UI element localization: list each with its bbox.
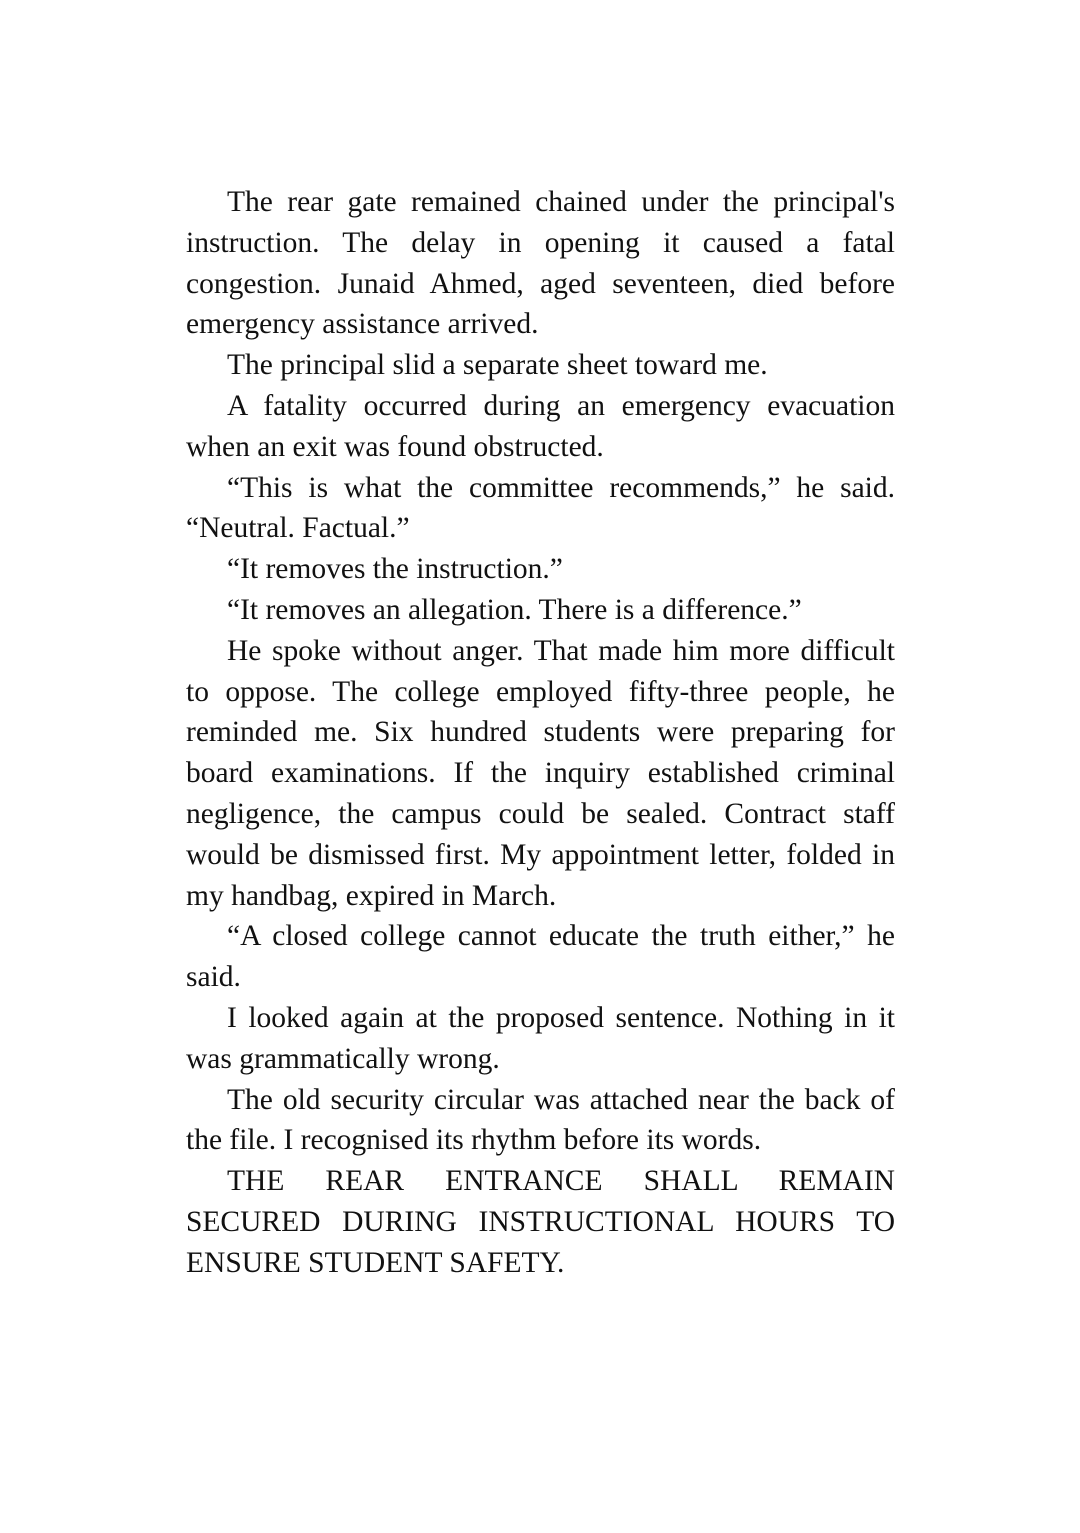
paragraph-10: The old security circular was attached near the back of the file. I recognised its rhythm before its words.	[186, 1083, 895, 1157]
body-text	[186, 182, 895, 1284]
paragraph-2: The principal slid a separate sheet toward me.	[227, 349, 768, 382]
paragraph-6: “It removes an allegation. There is a difference.”	[227, 593, 802, 626]
paragraph-5: “It removes the instruction.”	[227, 553, 563, 586]
paragraph-3: A fatality occurred during an emergency evacuation when an exit was found obstructed.	[186, 389, 895, 463]
paragraph-1: The rear gate remained chained under the principal's instruction. The delay in opening it caused a fatal congestion. Junaid Ahmed, aged seventeen, died before emergency assistance arrived.	[186, 186, 895, 341]
paragraph-9: I looked again at the proposed sentence. Nothing in it was grammatically wrong.	[186, 1001, 895, 1075]
paragraph-4: “This is what the committee recommends,” he said. “Neutral. Factual.”	[186, 471, 895, 545]
paragraph-8: “A closed college cannot educate the truth either,” he said.	[186, 920, 895, 994]
paragraph-11: THE REAR ENTRANCE SHALL REMAIN SECURED DURING INSTRUCTIONAL HOURS TO ENSURE STUDENT SAFETY.	[186, 1165, 895, 1279]
paragraph-7: He spoke without anger. That made him more difficult to oppose. The college employed fifty-three people, he reminded me. Six hundred students were preparing for board examinations. If the inquiry established criminal negligence, the campus could be sealed. Contract staff would be dismissed first. My appointment letter, folded in my handbag, expired in March.	[186, 634, 895, 912]
